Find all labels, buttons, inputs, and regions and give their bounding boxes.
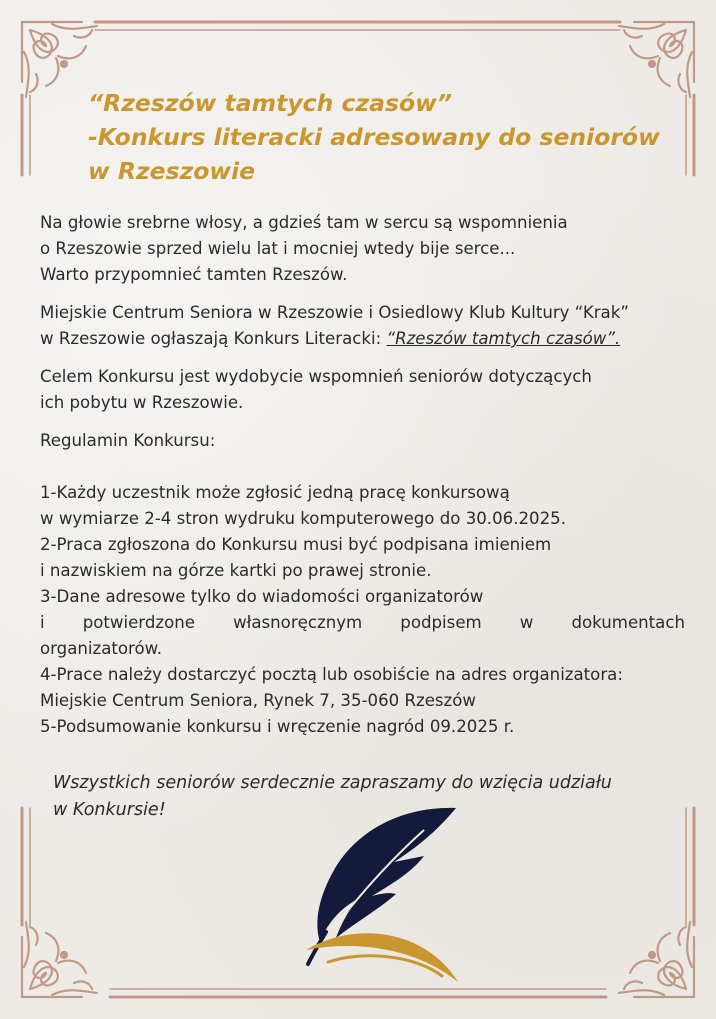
announcement-paragraph [40,300,685,352]
rules-heading: Regulamin Konkursu: [40,431,216,450]
rule-line-2: w wymiarze 2-4 stron wydruku komputerowego do 30.06.2025. [40,509,566,528]
rules-spacer [40,454,685,480]
intro-line-3: Warto przypomnieć tamten Rzeszów. [40,265,348,284]
announcement-line-1: Miejskie Centrum Seniora w Rzeszowie i Osiedlowy Klub Kultury “Krak” [40,303,629,322]
rule-line-9: 5-Podsumowanie konkursu i wręczenie nagród 09.2025 r. [40,717,515,736]
rule-line-3: 2-Praca zgłoszona do Konkursu musi być podpisana imieniem [40,535,552,554]
goal-line-2: ich pobytu w Rzeszowie. [40,393,244,412]
contest-name: “Rzeszów tamtych czasów”. [386,329,621,348]
rule-line-4: i nazwiskiem na górze kartki po prawej stronie. [40,561,432,580]
intro-line-2: o Rzeszowie sprzed wielu lat i mocniej wtedy bije serce... [40,239,516,258]
rule-line-5: 3-Dane adresowe tylko do wiadomości organizatorów [40,587,484,606]
quill-icon [296,800,466,990]
announcement-line-2 [40,329,620,348]
body-text [40,210,685,740]
rule-line-6: organizatorów. [40,639,162,658]
rule-line-8: Miejskie Centrum Seniora, Rynek 7, 35-060 Rzeszów [40,691,476,710]
closing-line-1: Wszystkich seniorów serdecznie zapraszamy do wzięcia udziału [53,773,612,793]
goal-paragraph [40,364,685,416]
rule-line-1: 1-Każdy uczestnik może zgłosić jedną pracę konkursową [40,483,510,502]
title-line-1: “Rzeszów tamtych czasów” [88,89,452,117]
rule-line-justified: i potwierdzone własnoręcznym podpisem w dokumentach [40,613,685,632]
rule-line-7: 4-Prace należy dostarczyć pocztą lub osobiście na adres organizatora: [40,665,623,684]
intro-paragraph [40,210,685,288]
title-line-2: -Konkurs literacki adresowany do seniorów [88,123,660,151]
announcement-line-2-prefix: w Rzeszowie ogłaszają Konkurs Literacki: [40,329,387,348]
goal-line-1: Celem Konkursu jest wydobycie wspomnień seniorów dotyczących [40,367,592,386]
closing-line-2: w Konkursie! [53,800,166,820]
title-line-3: w Rzeszowie [88,157,256,185]
page-title [88,86,660,188]
intro-line-1: Na głowie srebrne włosy, a gdzieś tam w sercu są wspomnienia [40,213,568,232]
